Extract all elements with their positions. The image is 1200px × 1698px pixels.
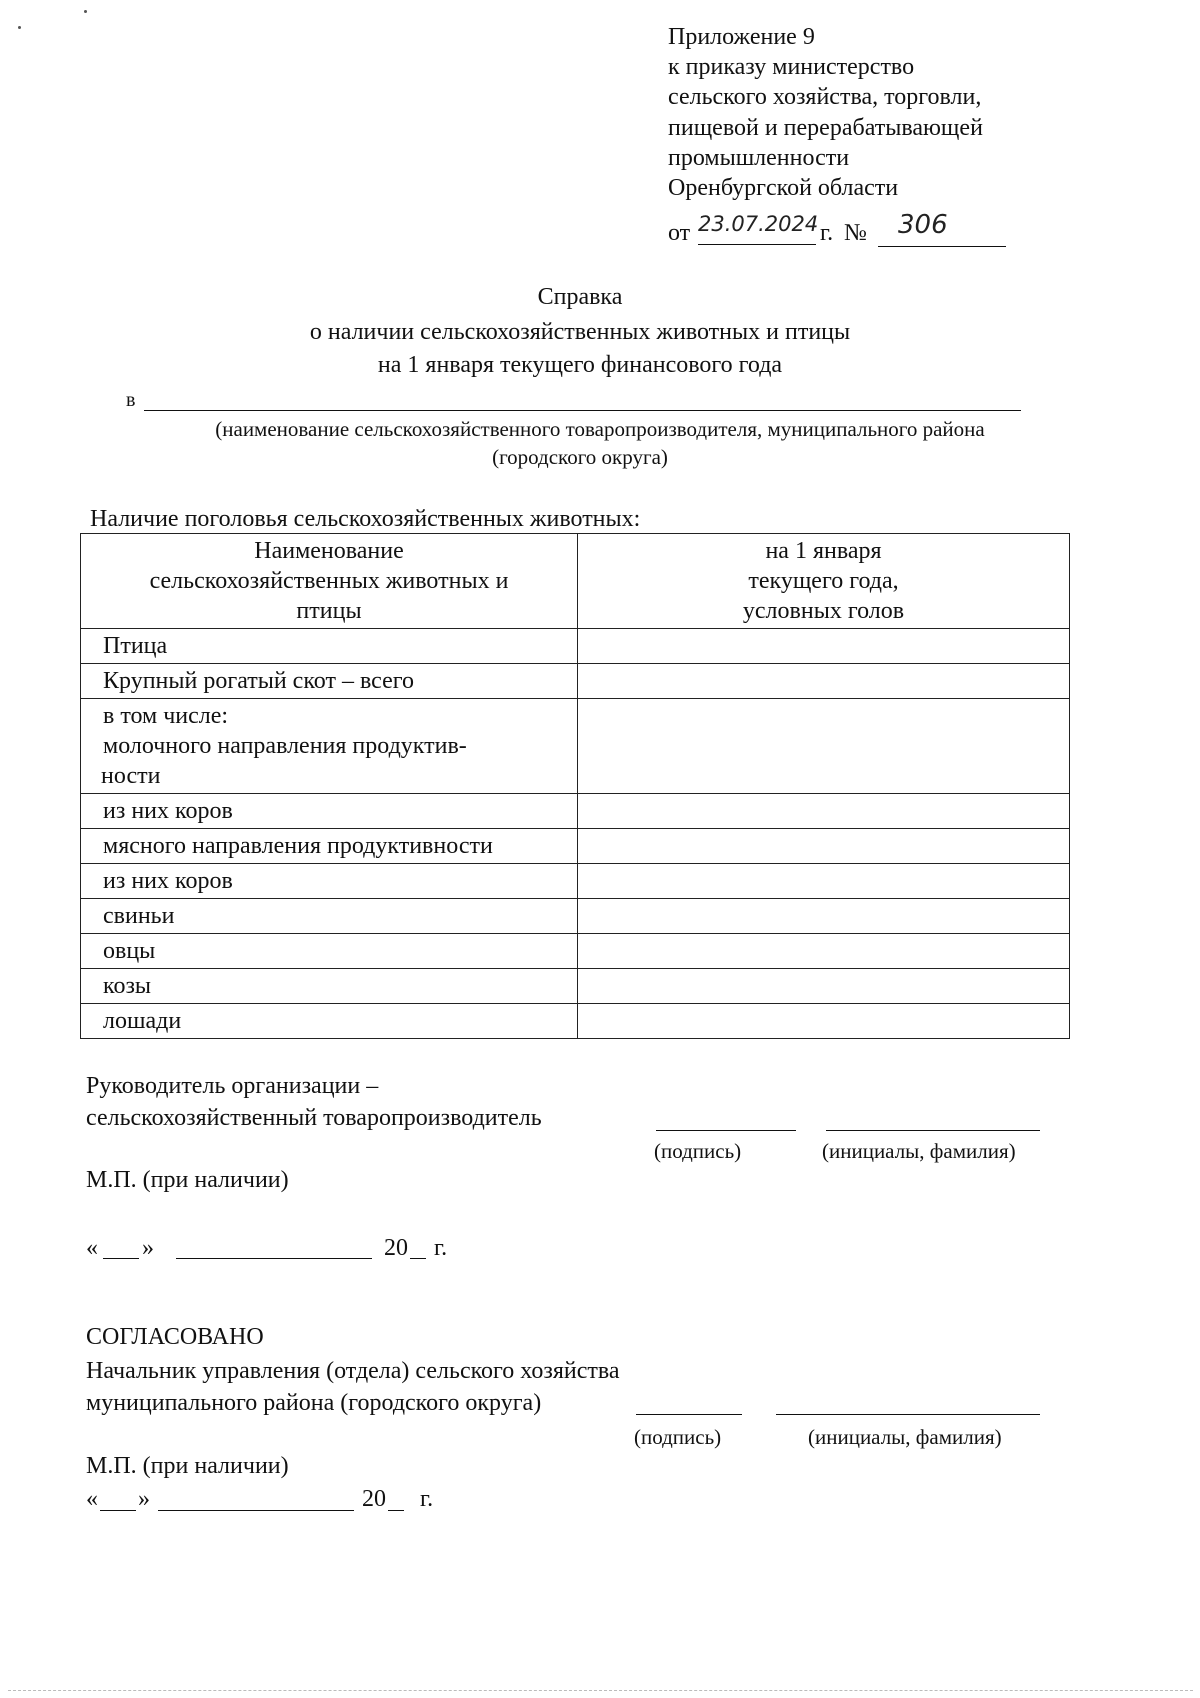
cell-text: лошади <box>103 1008 182 1034</box>
approval-date-open-quote: « <box>86 1486 98 1512</box>
table-row <box>81 1004 1070 1039</box>
count-cell[interactable] <box>578 664 1070 699</box>
order-date-handwritten: 23.07.2024 <box>698 212 819 236</box>
document-title: Справка <box>537 284 623 310</box>
animal-name-cell <box>81 829 578 864</box>
cell-text: из них коров <box>103 868 233 894</box>
order-number-handwritten: 306 <box>898 210 948 240</box>
approval-signature-caption: (подпись) <box>634 1425 722 1449</box>
name-line[interactable] <box>826 1130 1040 1131</box>
approval-date-month-line[interactable] <box>158 1510 354 1511</box>
scan-speck <box>18 26 21 29</box>
header-text: условных голов <box>742 598 905 624</box>
approval-date-year-prefix: 20 <box>362 1486 386 1512</box>
approval-title: Начальник управления (отдела) сельского хозяйства <box>86 1358 620 1384</box>
cell-text: овцы <box>103 938 156 964</box>
signatory-title: сельскохозяйственный товаропроизводитель <box>86 1105 542 1131</box>
table-row <box>81 699 1070 794</box>
header-cell-name <box>81 534 578 629</box>
header-text: текущего года, <box>748 568 899 594</box>
header-cell-count <box>578 534 1070 629</box>
approval-date-year-line[interactable] <box>388 1510 404 1511</box>
header-text: сельскохозяйственных животных и <box>149 568 509 594</box>
scan-speck <box>84 10 87 13</box>
count-cell[interactable] <box>578 699 1070 794</box>
approval-name-line[interactable] <box>776 1414 1040 1415</box>
stamp-note: М.П. (при наличии) <box>86 1167 289 1193</box>
approval-title: муниципального района (городского округа) <box>86 1390 542 1416</box>
header-text: на 1 января <box>765 538 882 564</box>
count-cell[interactable] <box>578 899 1070 934</box>
header-text: птицы <box>296 598 362 624</box>
order-number-label: № <box>844 220 867 246</box>
date-month-line[interactable] <box>176 1258 372 1259</box>
cell-text: молочного направления продуктив- <box>103 733 467 759</box>
appendix-line: к приказу министерство <box>668 54 915 81</box>
document-subtitle: о наличии сельскохозяйственных животных и птицы <box>309 319 851 345</box>
table-row <box>81 829 1070 864</box>
recipient-prefix: в <box>126 389 136 411</box>
animal-name-cell <box>81 664 578 699</box>
recipient-caption: (наименование сельскохозяйственного товаропроизводителя, муниципального района <box>215 417 985 441</box>
table-row <box>81 794 1070 829</box>
appendix-line: пищевой и перерабатывающей <box>668 114 983 141</box>
table-row <box>81 969 1070 1004</box>
order-year-suffix: г. <box>820 220 834 246</box>
signature-line[interactable] <box>656 1130 796 1131</box>
date-open-quote: « <box>86 1235 98 1261</box>
cell-text: свиньи <box>103 903 175 929</box>
animal-name-cell <box>81 629 578 664</box>
animal-name-cell <box>81 794 578 829</box>
approval-signature-line[interactable] <box>636 1414 742 1415</box>
table-row <box>81 629 1070 664</box>
animal-name-cell <box>81 864 578 899</box>
animal-name-cell <box>81 934 578 969</box>
approval-date-close-quote: » <box>138 1486 150 1512</box>
order-number-underline <box>878 246 1006 247</box>
approval-stamp-note: М.П. (при наличии) <box>86 1453 289 1479</box>
signature-caption: (подпись) <box>654 1139 742 1163</box>
appendix-line: Приложение 9 <box>668 24 815 50</box>
order-date-underline <box>698 244 816 245</box>
animal-name-cell <box>81 969 578 1004</box>
appendix-line: Оренбургской области <box>668 175 899 202</box>
animal-name-cell <box>81 699 578 794</box>
table-header-row <box>81 534 1070 629</box>
approval-date-year-suffix: г. <box>420 1486 434 1512</box>
name-caption: (инициалы, фамилия) <box>822 1139 1016 1163</box>
order-prefix: от <box>668 220 691 246</box>
table-row <box>81 664 1070 699</box>
cell-text: мясного направления продуктивности <box>103 833 493 859</box>
table-caption: Наличие поголовья сельскохозяйственных животных: <box>90 506 641 532</box>
count-cell[interactable] <box>578 1004 1070 1039</box>
date-year-suffix: г. <box>434 1235 448 1261</box>
count-cell[interactable] <box>578 934 1070 969</box>
table-row <box>81 899 1070 934</box>
count-cell[interactable] <box>578 864 1070 899</box>
table-row <box>81 934 1070 969</box>
livestock-table <box>80 533 1070 1039</box>
approval-name-caption: (инициалы, фамилия) <box>808 1425 1002 1449</box>
document-subtitle: на 1 января текущего финансового года <box>377 352 783 378</box>
approval-heading: СОГЛАСОВАНО <box>86 1324 264 1350</box>
appendix-line: сельского хозяйства, торговли, <box>668 84 982 111</box>
cell-text: из них коров <box>103 798 233 824</box>
date-close-quote: » <box>142 1235 154 1261</box>
date-year-line[interactable] <box>410 1258 426 1259</box>
header-text: Наименование <box>254 538 404 564</box>
cell-text: ности <box>101 763 161 789</box>
appendix-line: промышленности <box>668 144 850 171</box>
animal-name-cell <box>81 899 578 934</box>
appendix-header <box>668 22 1088 203</box>
date-day-line[interactable] <box>103 1258 139 1259</box>
cell-text: Птица <box>103 633 168 659</box>
cell-text: в том числе: <box>103 703 229 729</box>
animal-name-cell <box>81 1004 578 1039</box>
table-row <box>81 864 1070 899</box>
count-cell[interactable] <box>578 969 1070 1004</box>
scan-edge-line <box>8 1690 1193 1691</box>
count-cell[interactable] <box>578 794 1070 829</box>
recipient-caption: (городского округа) <box>492 445 668 469</box>
date-year-prefix: 20 <box>384 1235 408 1261</box>
signatory-title: Руководитель организации – <box>86 1073 379 1099</box>
recipient-field-line <box>144 410 1021 411</box>
cell-text: козы <box>103 973 152 999</box>
count-cell[interactable] <box>578 829 1070 864</box>
cell-text: Крупный рогатый скот – всего <box>103 668 414 694</box>
approval-date-day-line[interactable] <box>100 1510 136 1511</box>
count-cell[interactable] <box>578 629 1070 664</box>
